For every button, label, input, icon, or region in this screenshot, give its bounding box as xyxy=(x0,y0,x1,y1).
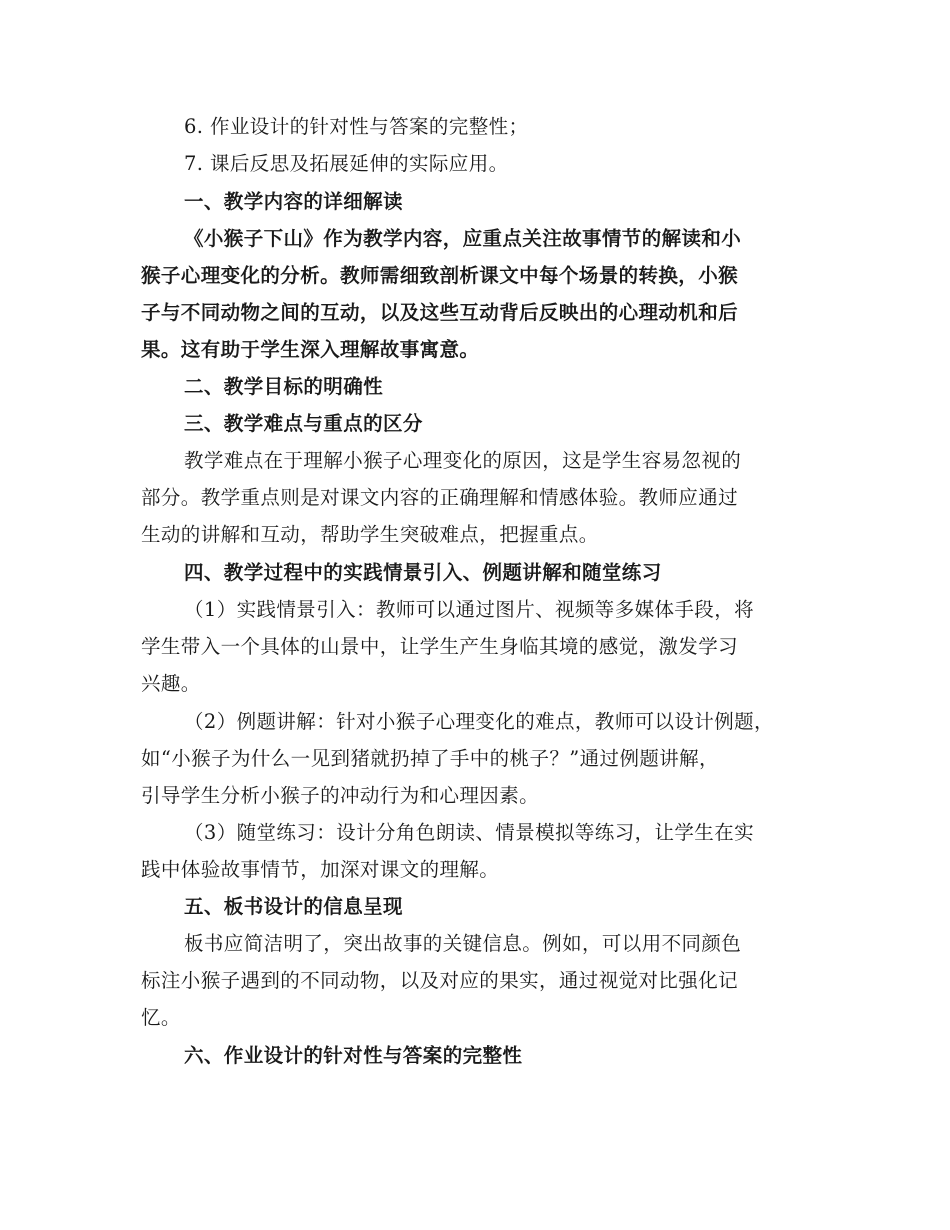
paragraph-line: 部分。教学重点则是对课文内容的正确理解和情感体验。教师应通过 xyxy=(141,486,739,509)
paragraph-line: 《小猴子下山》作为教学内容，应重点关注故事情节的解读和小 xyxy=(184,227,742,250)
paragraph-line: 教学难点在于理解小猴子心理变化的原因，这是学生容易忽视的 xyxy=(184,449,742,472)
list-item-6: 6. 作业设计的针对性与答案的完整性； xyxy=(184,115,529,138)
paragraph-line: 如“小猴子为什么一见到猪就扔掉了手中的桃子？”通过例题讲解， xyxy=(141,747,719,770)
list-item-7: 7. 课后反思及拓展延伸的实际应用。 xyxy=(184,152,509,175)
section-heading-5: 五、板书设计的信息呈现 xyxy=(184,895,403,918)
section-heading-3: 三、教学难点与重点的区分 xyxy=(184,412,423,435)
section-heading-2: 二、教学目标的明确性 xyxy=(184,375,384,398)
section-heading-1: 一、教学内容的详细解读 xyxy=(184,190,403,213)
section-heading-4: 四、教学过程中的实践情景引入、例题讲解和随堂练习 xyxy=(184,561,662,584)
paragraph-line: 兴趣。 xyxy=(141,672,201,695)
paragraph-line: （1）实践情景引入：教师可以通过图片、视频等多媒体手段，将 xyxy=(184,598,755,621)
paragraph-line: 标注小猴子遇到的不同动物，以及对应的果实，通过视觉对比强化记 xyxy=(141,969,739,992)
paragraph-line: 猴子心理变化的分析。教师需细致剖析课文中每个场景的转换，小猴 xyxy=(141,264,739,287)
paragraph-line: 引导学生分析小猴子的冲动行为和心理因素。 xyxy=(141,784,540,807)
paragraph-line: 果。这有助于学生深入理解故事寓意。 xyxy=(141,338,480,361)
paragraph-line: 子与不同动物之间的互动，以及这些互动背后反映出的心理动机和后 xyxy=(141,301,739,324)
paragraph-line: 忆。 xyxy=(141,1006,181,1029)
paragraph-line: 生动的讲解和互动，帮助学生突破难点，把握重点。 xyxy=(141,523,599,546)
paragraph-line: 板书应简洁明了，突出故事的关键信息。例如，可以用不同颜色 xyxy=(184,932,742,955)
section-heading-6: 六、作业设计的针对性与答案的完整性 xyxy=(184,1044,523,1067)
paragraph-line: 践中体验故事情节，加深对课文的理解。 xyxy=(141,858,500,881)
paragraph-line: 学生带入一个具体的山景中，让学生产生身临其境的感觉，激发学习 xyxy=(141,635,739,658)
paragraph-line: （2）例题讲解：针对小猴子心理变化的难点，教师可以设计例题， xyxy=(184,710,774,733)
paragraph-line: （3）随堂练习：设计分角色朗读、情景模拟等练习，让学生在实 xyxy=(184,821,755,844)
